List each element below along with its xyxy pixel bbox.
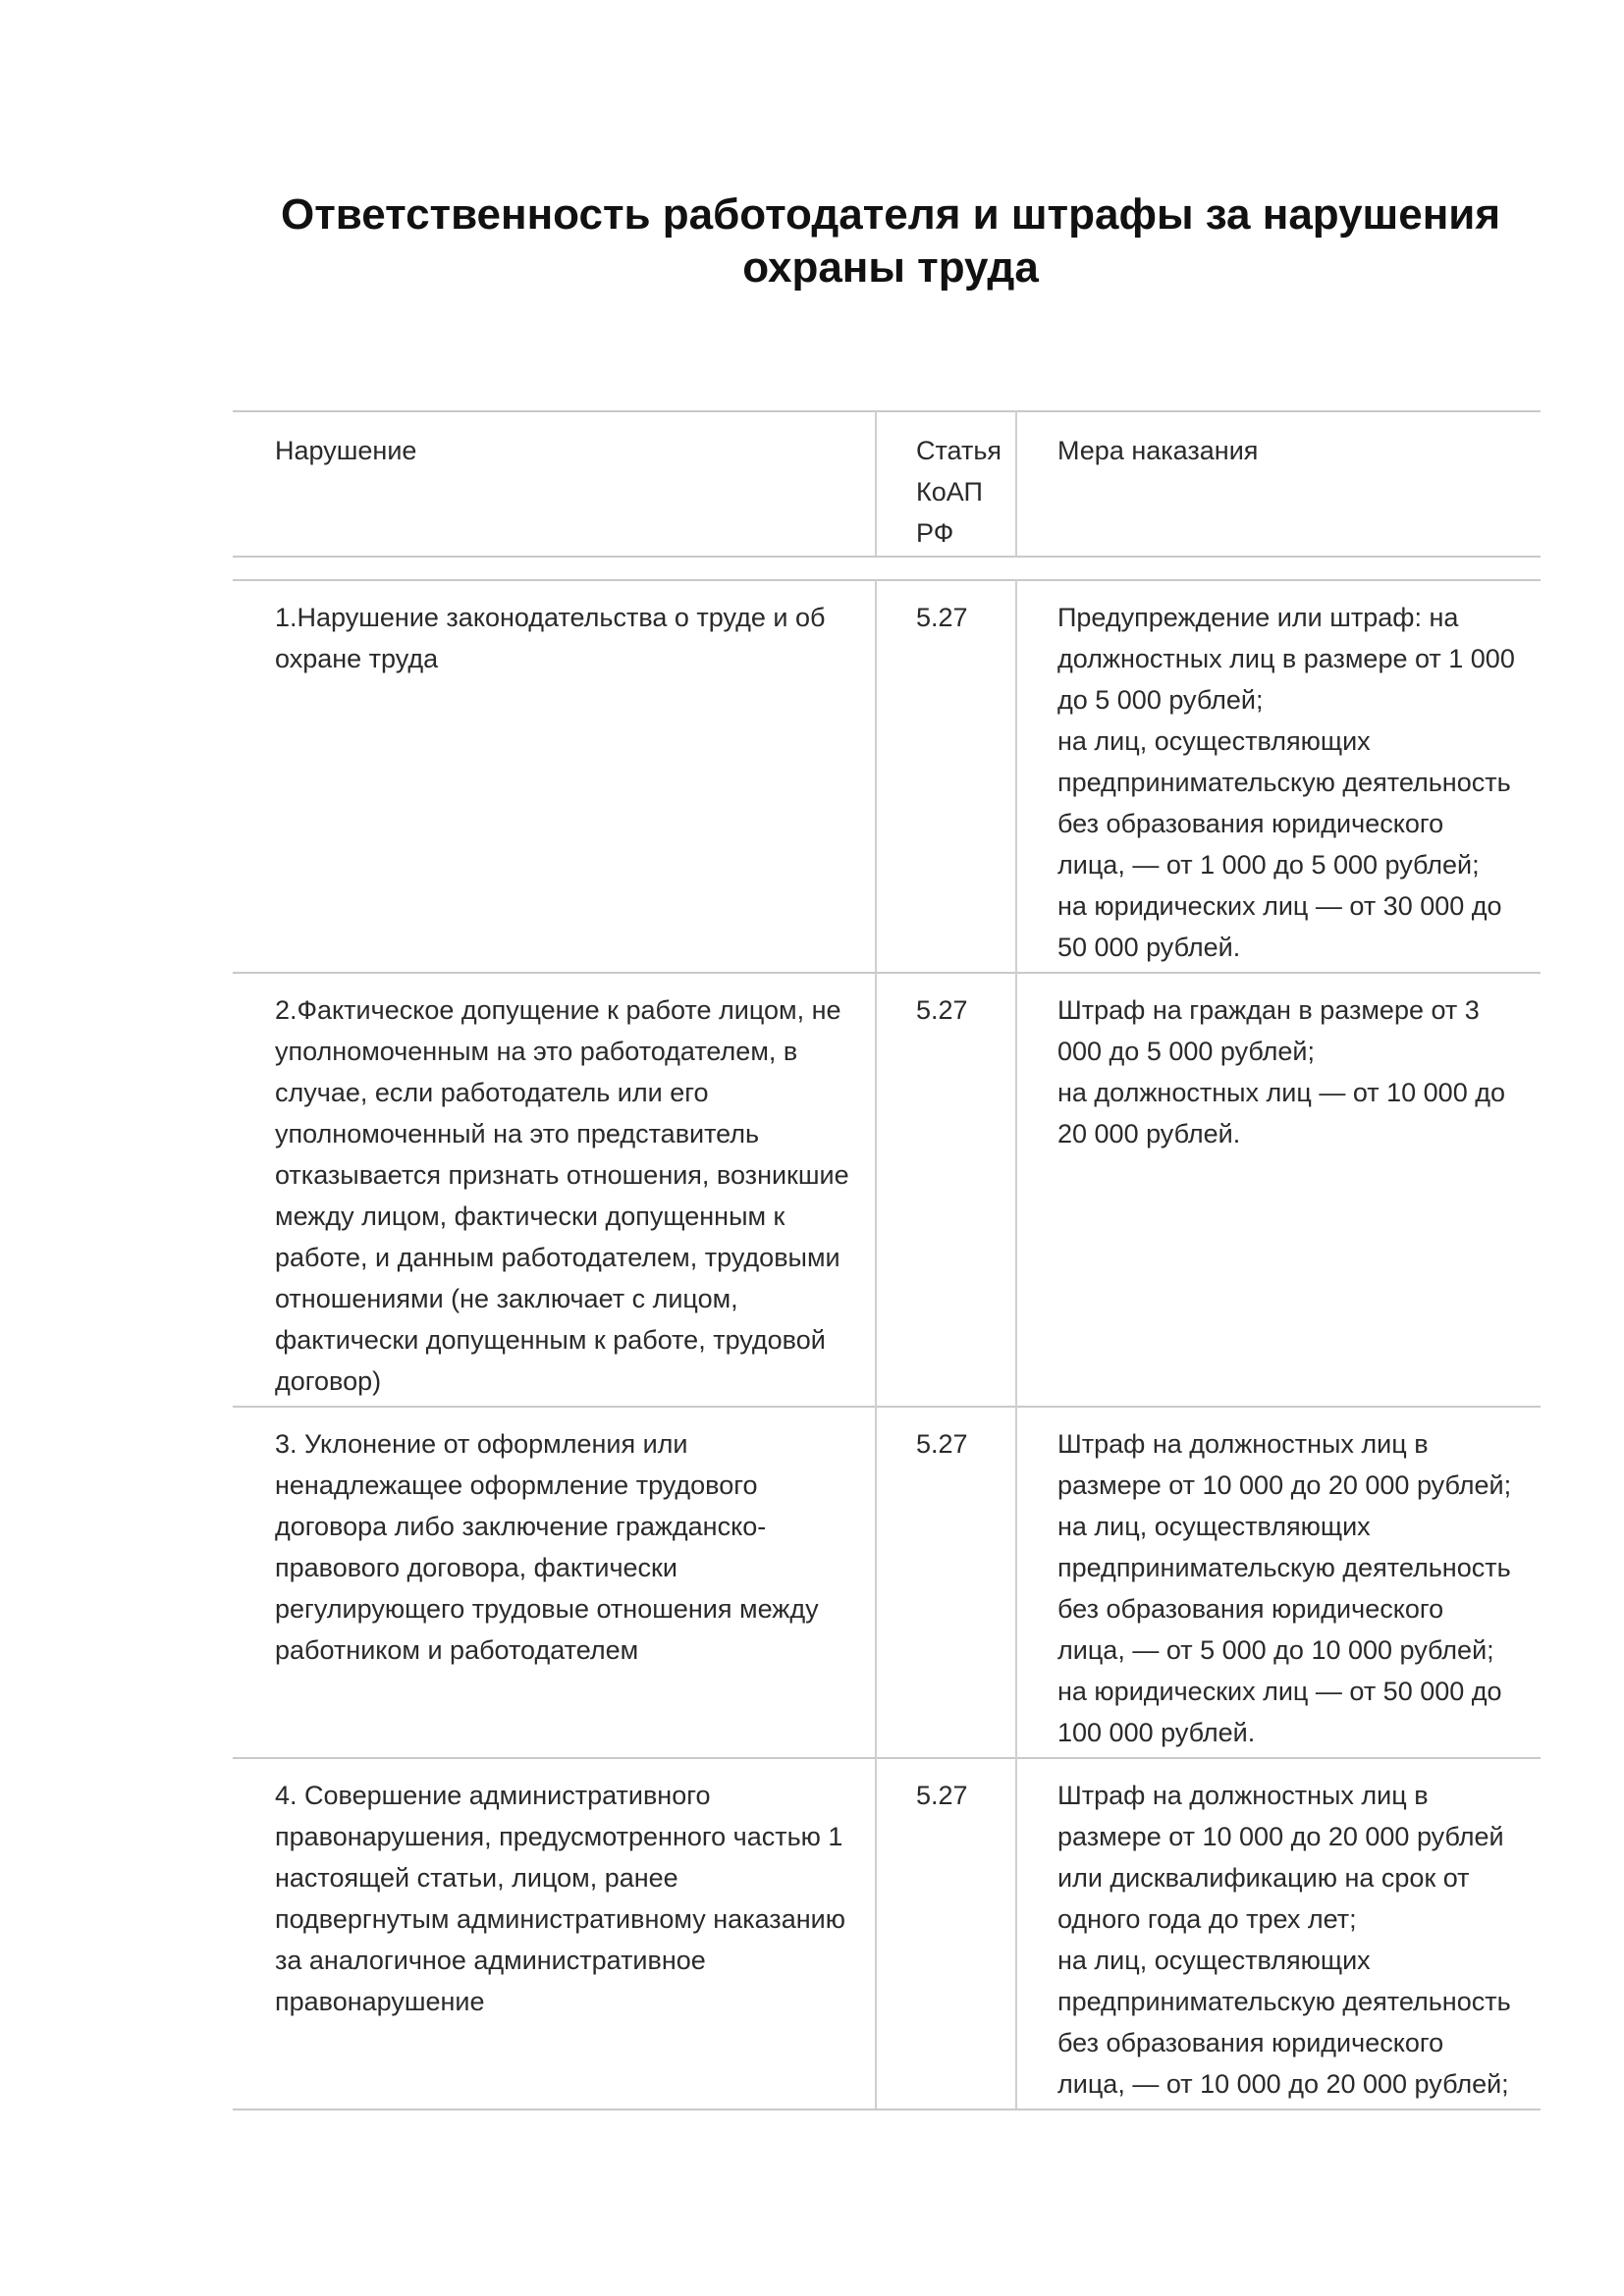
page-title-line-2: охраны труда (742, 243, 1039, 292)
page-title-line-1: Ответственность работодателя и штрафы за нарушения (280, 190, 1501, 239)
table-row-3-violation: 3. Уклонение от оформления или ненадлежащее оформление трудового договора либо заключение гражданско- правового договора, фактически регулирующего трудовые отношения между работником и работодателем (275, 1429, 819, 1665)
table-row-3-penalty: Штраф на должностных лиц в размере от 10 000 до 20 000 рублей; на лиц, осуществляющих предпринимательскую деятельность без образования юридического лица, — от 5 000 до 10 000 рублей; на юридических лиц — от 50 000 до 100 000 рублей. (1057, 1429, 1512, 1747)
table-row-4-penalty: Штраф на должностных лиц в размере от 10 000 до 20 000 рублей или дисквалификацию на срок от одного года до трех лет; на лиц, осуществляющих предпринимательскую деятельность без образования юридического лица, — от 10 000 до 20 000 рублей; (1057, 1781, 1511, 2099)
row-1-bottom-rule (233, 972, 1541, 974)
row-2-bottom-rule (233, 1406, 1541, 1408)
header-violation: Нарушение (275, 436, 417, 465)
table-row-4-article: 5.27 (916, 1781, 968, 1810)
table-row-2-article: 5.27 (916, 995, 968, 1025)
table-row-1-article: 5.27 (916, 603, 968, 632)
header-bottom-rule (233, 556, 1541, 558)
table-row-2-violation: 2.Фактическое допущение к работе лицом, не уполномоченным на это работодателем, в случае, если работодатель или его уполномоченный на это представитель отказывается признать отношения, возникшие между лицом, фактически допущенным к работе, и данным работодателем, трудовыми отношениями (не заключает с лицом, фактически допущенным к работе, трудовой договор) (275, 995, 849, 1396)
table-row-1-penalty: Предупреждение или штраф: на должностных лиц в размере от 1 000 до 5 000 рублей; на лиц, осуществляющих предпринимательскую деятельность без образования юридического лица, — от 1 000 до 5 000 рублей; на юридических лиц — от 30 000 до 50 000 рублей. (1057, 603, 1515, 962)
body-top-rule (233, 579, 1541, 581)
body-divider-2 (1015, 579, 1017, 2109)
table-row-4-violation: 4. Совершение административного правонарушения, предусмотренного частью 1 настоящей статьи, лицом, ранее подвергнутым административному наказанию за аналогичное административное правонарушение (275, 1781, 845, 2016)
header-article: Статья КоАП РФ (916, 436, 1002, 548)
table-bottom-rule (233, 2109, 1541, 2110)
table-row-2-penalty: Штраф на граждан в размере от 3 000 до 5 000 рублей; на должностных лиц — от 10 000 до 20 000 рублей. (1057, 995, 1505, 1148)
table-row-1-violation: 1.Нарушение законодательства о труде и об охране труда (275, 603, 826, 673)
page-title (233, 188, 1548, 294)
header-penalty: Мера наказания (1057, 436, 1259, 465)
table-top-rule (233, 410, 1541, 412)
row-3-bottom-rule (233, 1757, 1541, 1759)
table-row-3-article: 5.27 (916, 1429, 968, 1459)
